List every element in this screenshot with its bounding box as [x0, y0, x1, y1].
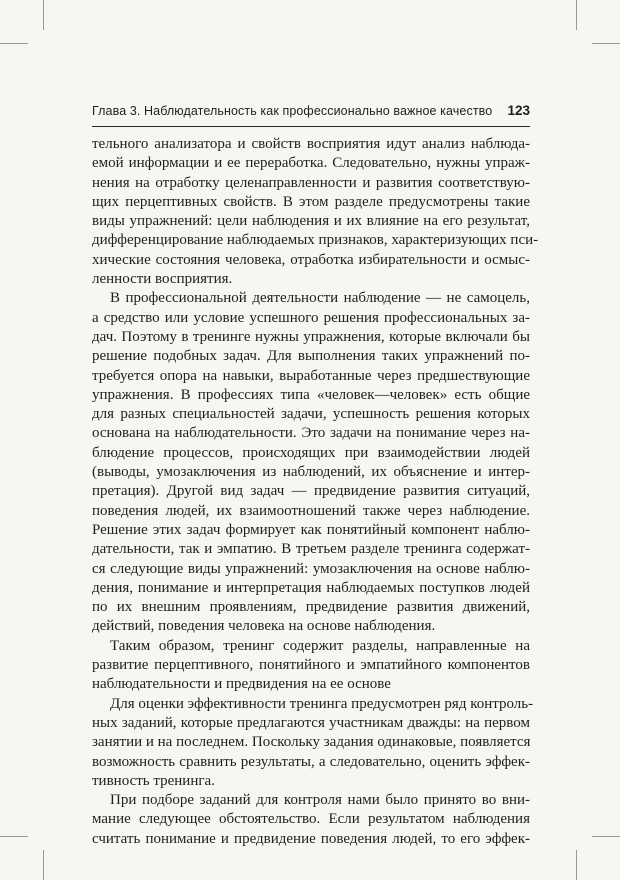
text-line: емой информации и ее переработка. Следовательно, нужны упраж-: [92, 155, 530, 172]
text-line: для разных специальностей задачи, успешность решения которых: [92, 406, 530, 423]
crop-mark: [0, 43, 28, 44]
text-line: поведения людей, их взаимоотношений также через наблюдение.: [92, 502, 530, 519]
text-line: возможность сравнить результаты, а следовательно, оценить эффек-: [92, 753, 530, 770]
text-line: дательности, так и эмпатию. В третьем разделе тренинга содержат-: [92, 541, 530, 558]
page-number: 123: [507, 103, 530, 118]
text-line: тельного анализатора и свойств восприятия идут анализ наблюда-: [92, 136, 530, 152]
text-line: мание следующее обстоятельство. Если результатом наблюдения: [92, 811, 530, 828]
text-line: считать понимание и предвидение поведения людей, то его эффек-: [92, 830, 530, 847]
text-line: дач. Поэтому в тренинге нужны упражнения, которые включали бы: [92, 328, 530, 345]
text-line: ных заданий, которые предлагаются участникам дважды: на первом: [92, 714, 530, 731]
crop-mark: [592, 43, 620, 44]
text-line: Для оценки эффективности тренинга предусмотрен ряд контроль-: [110, 695, 534, 712]
text-line: решение подобных задач. Для выполнения таких упражнений по-: [92, 348, 530, 365]
text-line: ленности восприятия.: [92, 271, 233, 288]
page-header: [92, 96, 530, 127]
crop-mark: [0, 836, 28, 837]
text-line: Решение этих задач формирует как понятийный компонент наблю-: [92, 521, 530, 538]
crop-mark: [576, 0, 577, 30]
text-line: ся следующие виды упражнений: умозаключения на основе наблю-: [92, 560, 530, 577]
text-line: (выводы, умозаключения из наблюдений, их объяснение и интер-: [92, 464, 530, 481]
text-line: Таким образом, тренинг содержит разделы, направленные на: [110, 637, 530, 654]
text-line: дения, понимание и интерпретация наблюдаемых поступков людей: [92, 579, 530, 596]
text-line: претация). Другой вид задач — предвидение развития ситуаций,: [92, 483, 530, 500]
crop-mark: [576, 850, 577, 880]
text-line: щих перцептивных свойств. В этом разделе предусмотрены такие: [92, 193, 530, 210]
text-line: виды упражнений: цели наблюдения и их влияние на его результат,: [92, 213, 530, 230]
crop-mark: [43, 850, 44, 880]
text-line: действий, поведения человека на основе наблюдения.: [92, 618, 436, 635]
crop-mark: [43, 0, 44, 30]
text-line: требуется опора на навыки, выработанные через предшествующие: [92, 367, 530, 384]
text-line: При подборе заданий для контроля нами было принято во вни-: [110, 792, 530, 809]
text-line: хические состояния человека, отработка избирательности и осмыс-: [92, 251, 530, 268]
text-line: а средство или условие успешного решения профессиональных за-: [92, 309, 530, 326]
running-title: Глава 3. Наблюдательность как профессионально важное качество: [92, 104, 493, 118]
text-line: тивность тренинга.: [92, 772, 215, 789]
text-line: нения на отработку целенаправленности и развития соответствую-: [92, 174, 530, 191]
text-line: по их внешним проявлениям, предвидение развития движений,: [92, 599, 530, 616]
text-line: В профессиональной деятельности наблюдение — не самоцель,: [110, 290, 530, 307]
crop-mark: [592, 836, 620, 837]
text-line: блюдение процессов, происходящих при взаимодействии людей: [92, 444, 530, 461]
text-line: основана на наблюдательности. Это задачи на понимание через на-: [92, 425, 530, 442]
body-text: [92, 135, 539, 849]
text-line: занятии и на последнем. Поскольку задания одинаковые, появляется: [92, 734, 531, 751]
text-line: дифференцирование наблюдаемых признаков, характеризующих пси-: [92, 232, 539, 249]
text-line: наблюдательности и предвидения на ее основе: [92, 676, 391, 693]
text-line: упражнения. В профессиях типа «человек—человек» есть общие: [92, 386, 530, 403]
text-line: развитие перцептивного, понятийного и эмпатийного компонентов: [92, 657, 530, 674]
